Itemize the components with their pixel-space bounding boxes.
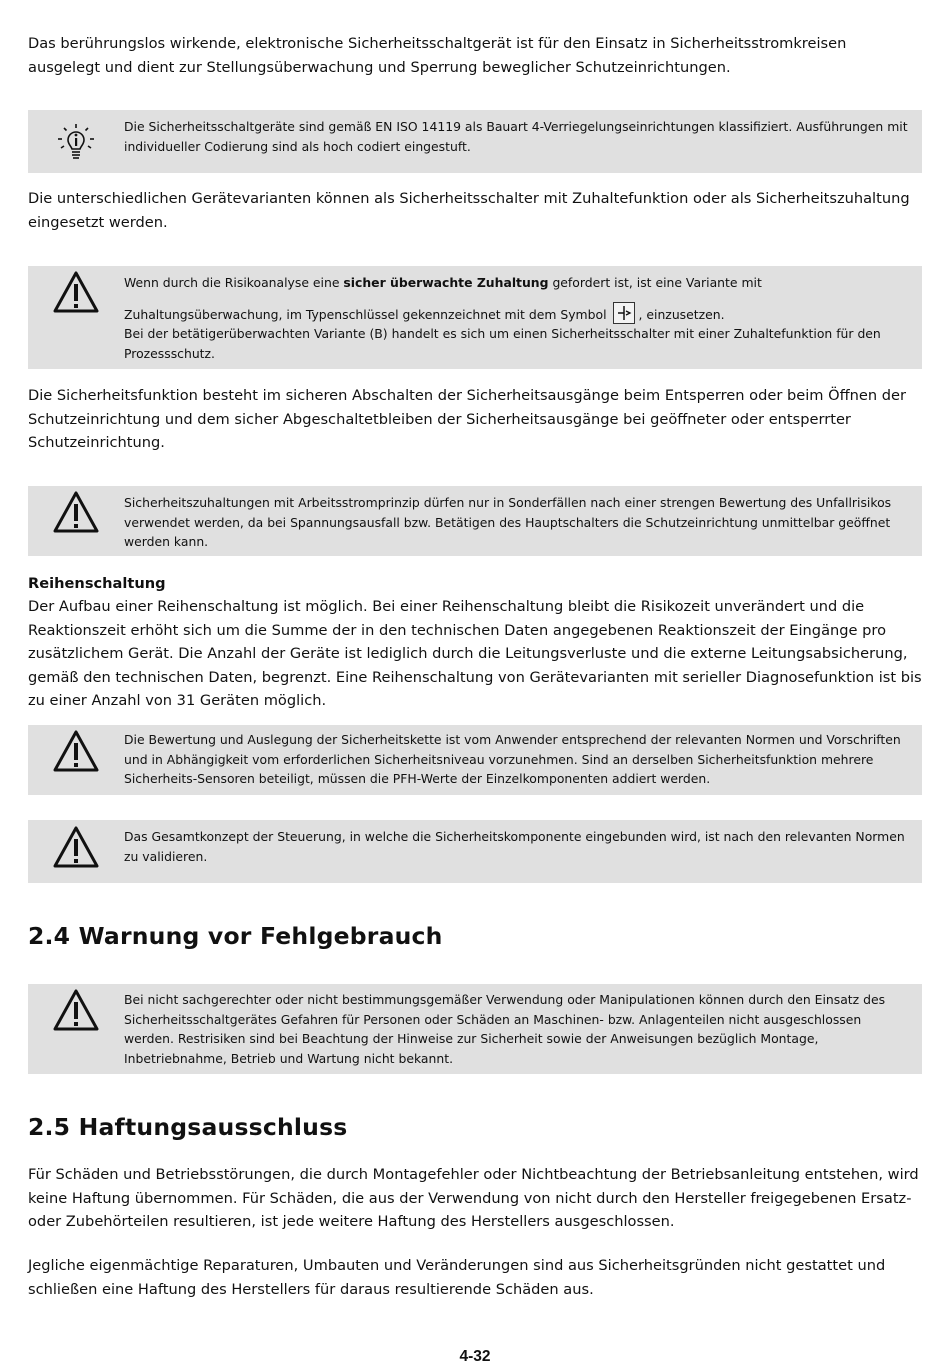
warning-note-3-text: Die Bewertung und Auslegung der Sicherheitskette ist vom Anwender entsprechend der relevanten Normen und Vorschriften und in Abhängigkeit vom erforderlichen Sicherheitsniveau vorzunehmen. Sind an derselben Sicherheitsfunktion mehrere Sicherheits-Sensoren beteiligt, müssen die PFH-Werte der Einzelkomponenten addiert werden.: [124, 732, 901, 787]
section-heading-2-5: 2.5 Haftungsausschluss: [28, 1113, 348, 1141]
intro-paragraph: Das berührungslos wirkende, elektronische Sicherheitsschaltgerät ist für den Einsatz in Sicherheitsstromkreisen ausgelegt und dient zur Stellungsüberwachung und Sperrung beweglicher Schutzeinrichtungen.: [28, 35, 847, 76]
lock-monitoring-symbol-icon: [613, 302, 635, 324]
warning-triangle-icon: [52, 825, 100, 869]
warning-note-2-text: Sicherheitszuhaltungen mit Arbeitsstromprinzip dürfen nur in Sonderfällen nach einer strengen Bewertung des Unfallrisikos verwendet werden, da bei Spannungsausfall bzw. Betätigen des Hauptschalters die Schutzeinrichtung unmittelbar geöffnet werden kann.: [124, 495, 892, 550]
warning-1-bold: sicher überwachte Zuhaltung: [343, 275, 549, 290]
warning-1-text-post: gefordert ist, ist eine Variante mit: [548, 275, 762, 290]
warning-note-5-text: Bei nicht sachgerechter oder nicht bestimmungsgemäßer Verwendung oder Manipulationen können durch den Einsatz des Sicherheitsschaltgerätes Gefahren für Personen oder Schäden an Maschinen- bzw. Anlagenteilen nicht ausgeschlossen werden. Restrisiken sind bei Beachtung der Hinweise zur Sicherheit sowie der Anweisungen bezüglich Montage, Inbetriebnahme, Betrieb und Wartung nicht bekannt.: [124, 992, 886, 1066]
warning-triangle-icon: [52, 490, 100, 534]
warning-1-line2-post: , einzusetzen.: [638, 306, 725, 322]
warning-note-3: [28, 725, 922, 795]
series-heading: Reihenschaltung: [28, 575, 166, 592]
liability-paragraph-1: Für Schäden und Betriebsstörungen, die durch Montagefehler oder Nichtbeachtung der Betriebsanleitung entstehen, wird keine Haftung übernommen. Für Schäden, die aus der Verwendung von nicht durch den Hersteller freigegebenen Ersatz- oder Zubehörteilen resultieren, ist jede weitere Haftung des Herstellers ausgeschlossen.: [28, 1166, 919, 1230]
warning-note-1-text: [124, 273, 914, 363]
warning-1-line2-pre: Zuhaltungsüberwachung, im Typenschlüssel gekennzeichnet mit dem Symbol: [124, 306, 607, 322]
warning-note-1: [28, 266, 922, 369]
warning-1-line-1: [124, 273, 914, 293]
section-heading-2-4: 2.4 Warnung vor Fehlgebrauch: [28, 922, 443, 950]
warning-1-text-pre: Wenn durch die Risikoanalyse eine: [124, 275, 344, 290]
page-number: 4-32: [459, 1348, 491, 1365]
safety-function-paragraph: Die Sicherheitsfunktion besteht im sicheren Abschalten der Sicherheitsausgänge beim Entsperren oder beim Öffnen der Schutzeinrichtung und dem sicher Abgeschaltetbleiben der Sicherheitsausgänge bei geöffneter oder entsperrter Schutzeinrichtung.: [28, 387, 907, 451]
warning-1-line-3: Bei der betätigerüberwachten Variante (B) handelt es sich um einen Sicherheitsschalter mit einer Zuhaltefunktion für den Prozessschutz.: [124, 326, 881, 361]
warning-note-4: [28, 820, 922, 883]
warning-triangle-icon: [52, 729, 100, 773]
info-note: [28, 110, 922, 173]
warning-note-5: [28, 984, 922, 1074]
warning-note-4-text: Das Gesamtkonzept der Steuerung, in welche die Sicherheitskomponente eingebunden wird, ist nach den relevanten Normen zu validieren.: [124, 829, 905, 864]
warning-triangle-icon: [52, 988, 100, 1032]
series-paragraph: Der Aufbau einer Reihenschaltung ist möglich. Bei einer Reihenschaltung bleibt die Risikozeit unverändert und die Reaktionszeit erhöht sich um die Summe der in den technischen Daten angegebenen Reaktionszeit der Eingänge pro zusätzlichem Gerät. Die Anzahl der Geräte ist lediglich durch die Leitungsverluste und die externe Leitungsabsicherung, gemäß den technischen Daten, begrenzt. Eine Reihenschaltung von Gerätevarianten mit serieller Diagnosefunktion ist bis zu einer Anzahl von 31 Geräten möglich.: [28, 598, 922, 709]
lightbulb-info-icon: [52, 120, 100, 164]
warning-triangle-icon: [52, 270, 100, 314]
info-note-text: Die Sicherheitsschaltgeräte sind gemäß EN ISO 14119 als Bauart 4-Verriegelungseinrichtungen klassifiziert. Ausführungen mit individueller Codierung sind als hoch codiert eingestuft.: [124, 119, 908, 154]
variants-paragraph: Die unterschiedlichen Gerätevarianten können als Sicherheitsschalter mit Zuhaltefunktion oder als Sicherheitszuhaltung eingesetzt werden.: [28, 190, 910, 231]
warning-1-line-2: [124, 302, 914, 325]
warning-note-2: [28, 486, 922, 556]
liability-paragraph-2: Jegliche eigenmächtige Reparaturen, Umbauten und Veränderungen sind aus Sicherheitsgründen nicht gestattet und schließen eine Haftung des Herstellers für daraus resultierende Schäden aus.: [28, 1257, 886, 1298]
